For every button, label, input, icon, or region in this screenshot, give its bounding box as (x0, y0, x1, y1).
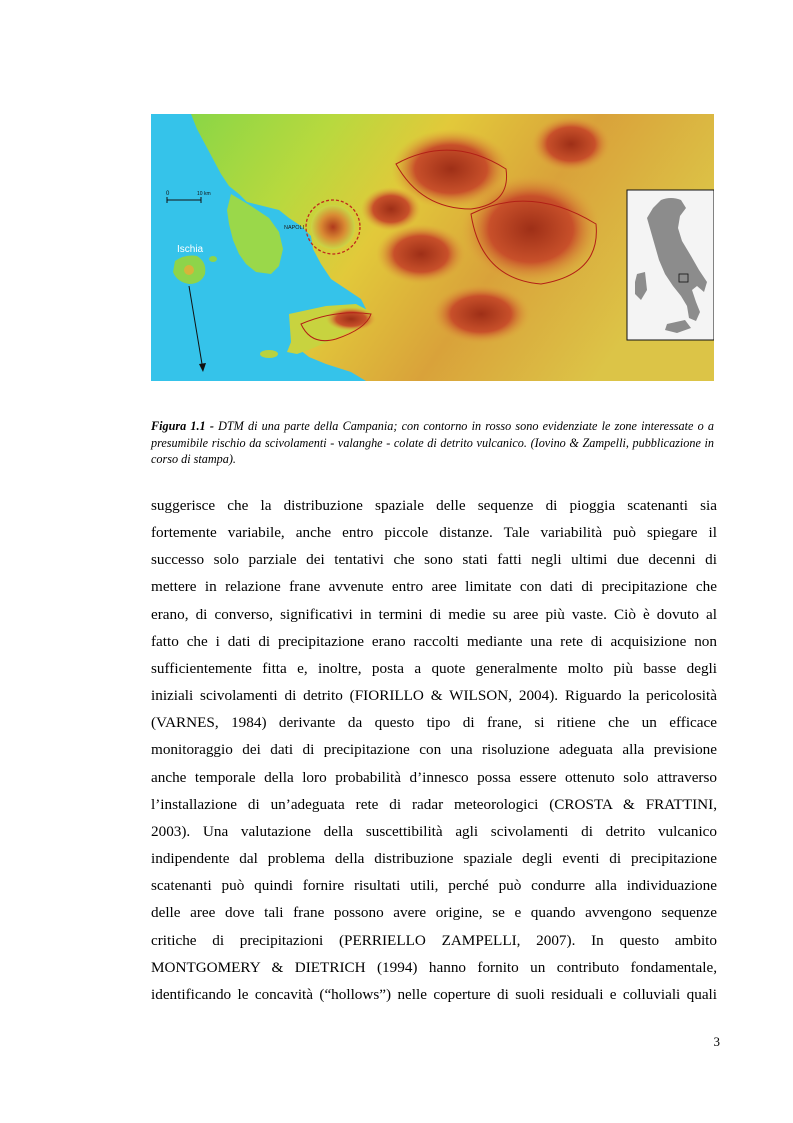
napoli-label: NAPOLI (284, 225, 305, 231)
procida-island (209, 256, 217, 262)
body-line: successo solo parziale dei tentativi che sono stati fatti negli ultimi due decenni di (151, 551, 717, 569)
mountain-range-6 (361, 187, 421, 231)
body-line: mettere in relazione frane avvenute entro aree limitate con dati di precipitazione che (151, 578, 717, 596)
dtm-map-figure (151, 114, 714, 381)
mountain-range-3 (376, 224, 466, 284)
body-line: critiche di precipitazioni (PERRIELLO ZAMPELLI, 2007). In questo ambito (151, 931, 717, 949)
scale-zero-label: 0 (166, 191, 170, 197)
body-line: MONTGOMERY & DIETRICH (1994) hanno fornito un contributo fondamentale, (151, 958, 717, 976)
mountain-range-4 (531, 116, 611, 172)
ischia-label: Ischia (177, 244, 204, 255)
body-line: indipendente dal problema della distribuzione spaziale degli eventi di precipitazione (151, 850, 717, 868)
body-line: fortemente variabile, anche entro piccole distanze. Tale variabilità può spiegare il (151, 524, 717, 542)
capri-island (260, 350, 278, 358)
body-line: scatenanti può quindi fornire risultati utili, perché può condurre alla individuazione (151, 877, 717, 895)
body-line: fatto che i dati di precipitazione erano raccolti mediante una rete di acquisizione non (151, 632, 717, 650)
ischia-peak (184, 265, 194, 275)
body-line: anche temporale della loro probabilità d’innesco possa essere ottenuto solo attraverso (151, 768, 717, 786)
body-line: delle aree dove tali frane possono avere origine, se e quando avvengono sequenze (151, 904, 717, 922)
italy-inset (627, 190, 714, 340)
scale-end-label: 10 km (197, 191, 211, 197)
mountain-range-5 (431, 284, 531, 344)
body-line: (VARNES, 1984) derivante da questo tipo di frane, si ritiene che un efficace (151, 714, 717, 732)
body-line: suggerisce che la distribuzione spaziale delle sequenze di pioggia scatenanti sia (151, 497, 717, 514)
body-line: l’installazione di un’adeguata rete di radar meteorologici (CROSTA & FRATTINI, (151, 795, 717, 813)
body-paragraph (151, 492, 717, 1008)
page-number: 3 (713, 1034, 720, 1049)
caption-text: DTM di una parte della Campania; con contorno in rosso sono evidenziate le zone interessate o a presumibile rischio da scivolamenti - valanghe - colate di detrito vulcanico. (Iovino & Zampelli, pubblicazione in corso di stampa). (151, 419, 714, 466)
body-line: iniziali scivolamenti di detrito (FIORILLO & WILSON, 2004). Riguardo la pericolosità (151, 687, 717, 705)
body-line: sufficientemente fitta e, inoltre, posta a quote generalmente molto più basse degli (151, 659, 717, 677)
mountain-range-2 (461, 174, 601, 284)
body-line: monitoraggio dei dati di precipitazione con una risoluzione adeguata alla previsione (151, 741, 717, 759)
vesuvius-volcano (311, 205, 355, 249)
body-line: erano, di converso, significativi in termini di medie su aree più vaste. Ciò è dovuto al (151, 605, 717, 623)
figure-label: Figura 1.1 - (151, 419, 214, 433)
body-line: 2003). Una valutazione della suscettibilità agli scivolamenti di detrito vulcanico (151, 822, 717, 840)
figure-caption (151, 418, 714, 468)
body-line: identificando le concavità (“hollows”) nelle coperture di suoli residuali e colluviali quali (151, 985, 717, 1003)
